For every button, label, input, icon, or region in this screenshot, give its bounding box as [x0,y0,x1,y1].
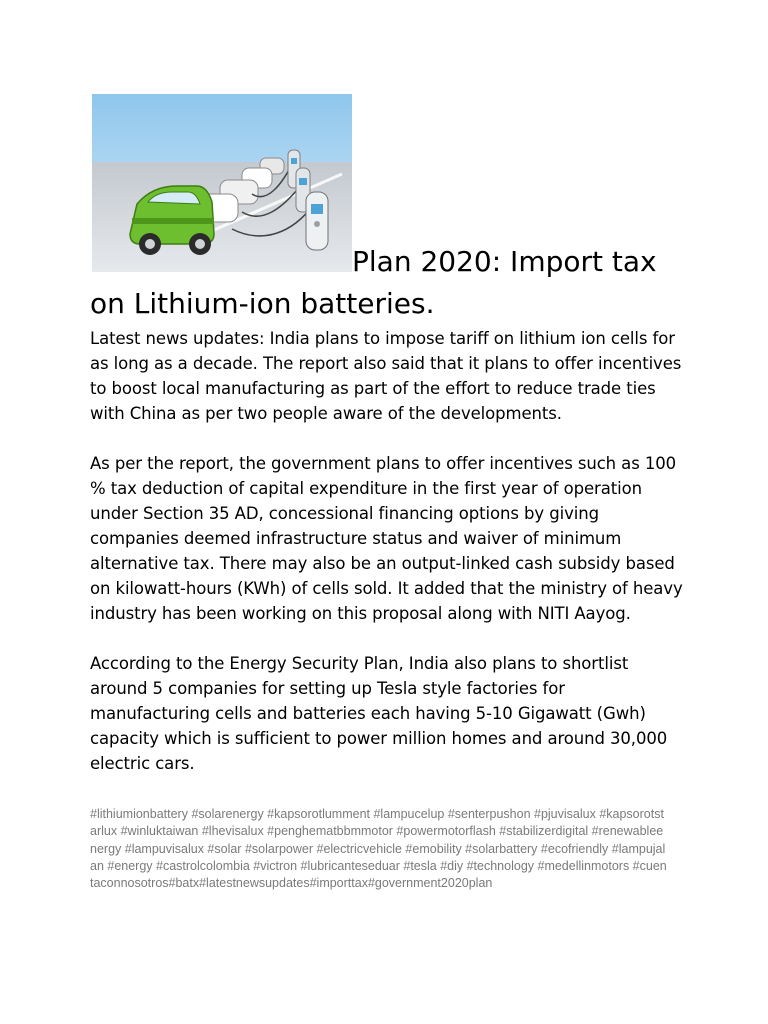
paragraph: According to the Energy Security Plan, India also plans to shortlist around 5 companies for setting up Tesla style factories for manufacturing cells and batteries each having 5-10 Gigawatt (Gwh) capacity which is sufficient to power million homes and around 30,000 electric cars. [90,654,668,773]
article-title-line2: on Lithium-ion batteries. [90,287,435,320]
charging-station [306,192,328,250]
hero-image [92,94,352,272]
hashtags: #lithiumionbattery #solarenergy #kapsorotlumment #lampucelup #senterpushon #pjuvisalux #kapsorotstarlux #winluktaiwan #lhevisalux #penghematbbmmotor #powermotorflash #stabilizerdigital #renewableenergy #lampuvisalux #solar #solarpower #electricvehicle #emobility #solarbattery #ecofriendly #lampujalan #energy #castrolcolombia #victron #lubricanteseduar #tesla #diy #technology #medellinmotors #cuentaconnosotros#batx#latestnewsupdates#importtax#government2020plan [90,807,667,891]
paragraph: As per the report, the government plans to offer incentives such as 100 % tax deduction of capital expenditure in the first year of operation under Section 35 AD, concessional financing options by giving companies deemed infrastructure status and waiver of minimum alternative tax. There may also be an output-linked cash subsidy based on kilowatt-hours (KWh) of cells sold. It added that the ministry of heavy industry has been working on this proposal along with NITI Aayog. [90,454,683,623]
article-title-line1: Plan 2020: Import tax [352,245,657,278]
paragraph: Latest news updates: India plans to impose tariff on lithium ion cells for as long as a decade. The report also said that it plans to offer incentives to boost local manufacturing as part of the effort to reduce trade ties with China as per two people aware of the developments. [90,329,682,423]
article-body [90,326,690,776]
